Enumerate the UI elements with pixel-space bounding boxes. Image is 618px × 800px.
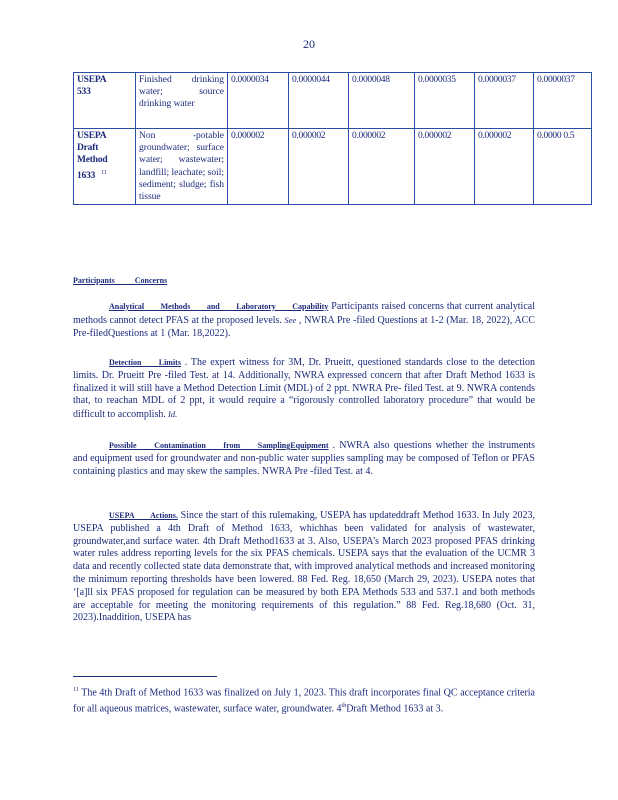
participants-concerns-heading: Participants Concerns	[73, 276, 168, 285]
matrix-cell: Finished drinking water; source drinking water	[136, 73, 228, 129]
citation: Id.	[165, 409, 178, 420]
paragraph-heading: Analytical Methods and Laboratory Capability	[109, 302, 329, 311]
method-line: Method	[77, 155, 108, 166]
page-number: 20	[303, 37, 315, 51]
paragraph-text: Participants raised concerns that current analytical methods cannot detect PFAS at the proposed levels.	[73, 301, 535, 326]
method-line: Draft	[77, 143, 99, 154]
footnote-ordinal: th	[341, 703, 347, 710]
method-cell	[74, 73, 136, 129]
value-cell: 0.000002	[349, 129, 415, 205]
paragraph-analytical-methods	[73, 301, 535, 340]
value-cell: 0.0000044	[289, 73, 349, 129]
paragraph-detection-limits	[73, 357, 535, 422]
paragraph-heading: Detection Limits	[109, 358, 181, 367]
paragraph-possible-contamination	[73, 440, 535, 478]
table-row	[74, 129, 592, 205]
paragraph-text: . The expert witness for 3M, Dr. Prueitt, questioned standards close to the detection limits. Dr. Prueitt Pre -filed Test. at 14. Additionally, NWRA expressed concern that after Draft Method 1633 is finalized it will still have a Method Detection Limit (MDL) of 2 ppt. NWRA Pre- filed Test. at 9. NWRA contends that, to reachan MDL of 2 ppt, it would require a “rigorously controlled laboratory procedure” that would be difficult to accomplish.	[73, 357, 535, 421]
value-cell: 0.000002	[228, 129, 289, 205]
footnote-text: The 4th Draft of Method 1633 was finalized on July 1, 2023. This draft incorporates final QC acceptance criteria for all aqueous matrices, wastewater, surface water, groundwater. 4	[73, 687, 535, 715]
footnote-ref: 11	[101, 169, 107, 176]
value-cell: 0.000002	[289, 129, 349, 205]
method-cell	[74, 129, 136, 205]
paragraph-heading: Possible Contamination from SamplingEquipment	[109, 441, 329, 450]
method-line: USEPA	[77, 75, 107, 85]
value-cell: 0.0000037	[475, 73, 534, 129]
footnote	[73, 684, 535, 716]
method-line: 533	[77, 87, 91, 98]
paragraph-heading: USEPA Actions.	[109, 511, 178, 520]
value-cell: 0.0000035	[415, 73, 475, 129]
paragraph-text: Since the start of this rulemaking, USEPA has updateddraft Method 1633. In July 2023, USEPA published a 4th Draft of Method 1633, whichhas been validated for analysis of wastewater, groundwater,and surface water. 4th Draft Method1633 at 3. Also, USEPA’s March 2023 proposed PFAS drinking water rules address reporting levels for the six PFAS chemicals. USEPA says that the evaluation of the UCMR 3 data and recently collected state data demonstrate that, with improved analytical methods and increased monitoring the minimum reporting thresholds have been lowered. 88 Fed. Reg. 18,650 (March 29, 2023). USEPA notes that ‘[a]ll six PFAS proposed for regulation can be measured by both EPA Methods 533 and 537.1 and both methods are acceptable for meeting the monitoring requirements of this regulation.” 88 Fed. Reg.18,680 (Oct. 31, 2023).Inaddition, USEPA has	[73, 510, 535, 624]
value-cell: 0.0000048	[349, 73, 415, 129]
method-line: USEPA	[77, 131, 107, 141]
value-cell: 0.0000034	[228, 73, 289, 129]
paragraph-usepa-actions	[73, 510, 535, 625]
paragraph-text: , NWRA Pre -filed Questions at 1-2 (Mar. 18, 2022), ACC Pre-filedQuestions at 1 (Mar. 18,2022).	[73, 314, 535, 339]
matrix-cell: Non -potable groundwater; surface water; wastewater; landfill; leachate; soil; sediment; sludge; fish tissue	[136, 129, 228, 205]
value-cell: 0.000002	[475, 129, 534, 205]
citation: See	[281, 314, 297, 325]
value-cell: 0.000002	[415, 129, 475, 205]
value-cell: 0.0000 0.5	[534, 129, 592, 205]
footnote-divider	[73, 676, 217, 677]
pfas-detection-table	[73, 72, 592, 205]
value-cell: 0.0000037	[534, 73, 592, 129]
footnote-number: 11	[73, 687, 79, 693]
method-line: 1633	[77, 170, 96, 181]
paragraph-text: . NWRA also questions whether the instruments and equipment used for groundwater and non-public water supplies sampling may be composed of Teflon or PFAS containing plastics and may skew the samples. NWRA Pre -filed Test. at 4.	[73, 440, 536, 477]
table-row	[74, 73, 592, 129]
footnote-text: Draft Method 1633 at 3.	[346, 703, 444, 715]
